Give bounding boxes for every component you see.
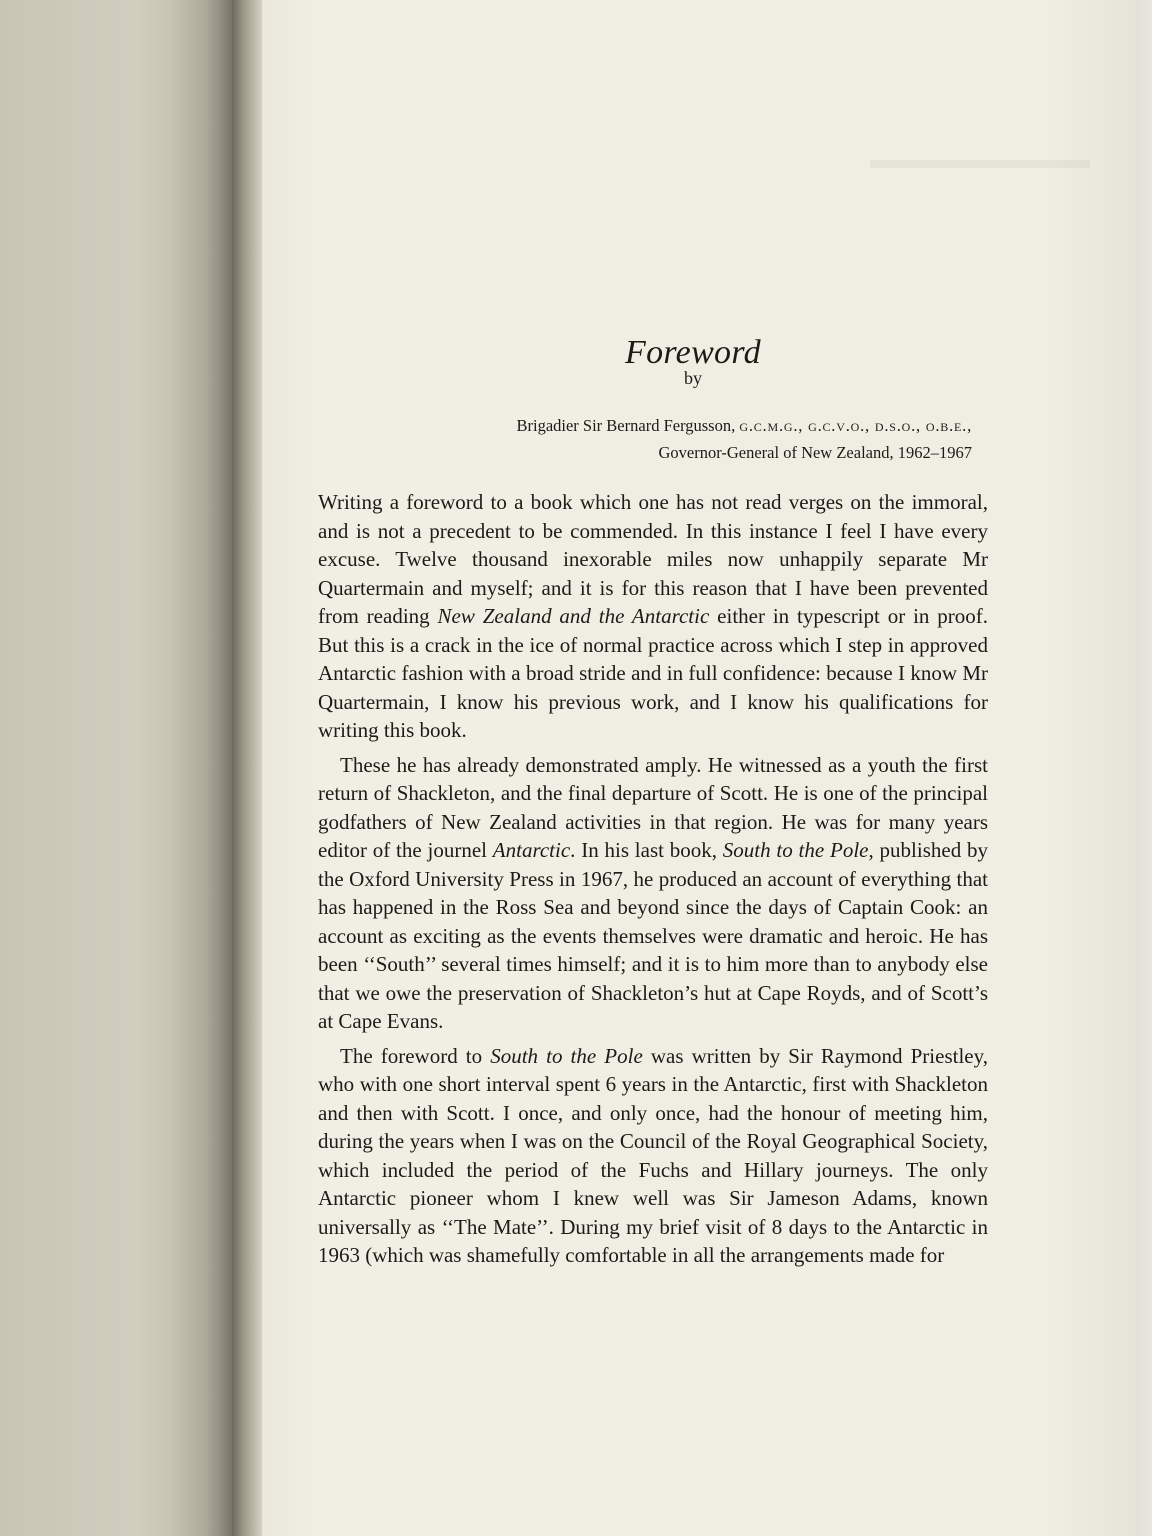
paragraph-2-journal-title: Antarctic: [492, 838, 571, 862]
author-honours: g.c.m.g., g.c.v.o., d.s.o., o.b.e.,: [739, 416, 972, 435]
paragraph-2-text-a: These he has already demonstrated amply. He witnessed as a youth the first return of Shackleton, and the final departure of Scott. He is one of the principal godfathers of New Zealand activities in that region. He was for many years editor of the journel: [318, 752, 988, 862]
paragraph-2-text-b: . In his last book,: [570, 838, 723, 862]
byline-by: by: [684, 368, 702, 388]
paragraph-3-text-a: The foreword to: [340, 1043, 491, 1068]
author-line-2: Governor-General of New Zealand, 1962–1967: [658, 443, 972, 462]
paragraph-3-book-title: South to the Pole: [490, 1043, 643, 1068]
author-block: [378, 412, 972, 466]
paragraph-1-text-a: Writing a foreword to a book which one has not read verges on the immoral, and is not a precedent to be commended. In this instance I feel I have every excuse. Twelve thousand inexorable miles now unhappily separate Mr Quartermain and myself; and it is for this reason that I have been prevented from reading: [318, 490, 988, 628]
paragraph-3: [318, 1042, 988, 1270]
paragraph-2: [318, 751, 988, 1036]
author-line-1: [378, 412, 972, 439]
paragraph-2-book-title: South to the Pole: [722, 838, 869, 862]
author-name: Brigadier Sir Bernard Fergusson,: [516, 416, 736, 435]
paragraph-1: [318, 488, 988, 745]
paragraph-2-text-c: , published by the Oxford University Press in 1967, he produced an account of everything that has happened in the Ross Sea and beyond since the days of Captain Cook: an account as exciting as the events themselves were dramatic and heroic. He has been ‘‘South’’ several times himself; and it is to him more than to anybody else that we owe the preservation of Shackleton’s hut at Cape Royds, and of Scott’s at Cape Evans.: [318, 838, 988, 1033]
body-text: [318, 488, 988, 1270]
paragraph-1-text-b: either in typescript or in proof. But this is a crack in the ice of normal practice across which I step in approved Antarctic fashion with a broad stride and in full confidence: because I know Mr Quartermain, I know his previous work, and I know his qualifications for writing this book.: [318, 604, 989, 742]
book-gutter: [232, 0, 262, 1536]
page-title: Foreword: [625, 334, 761, 371]
show-through-header: [870, 160, 1090, 168]
paragraph-1-book-title: New Zealand and the Antarctic: [437, 604, 710, 628]
paragraph-3-text-b: was written by Sir Raymond Priestley, who with one short interval spent 6 years in the Antarctic, first with Shackleton and then with Scott. I once, and only once, had the honour of meeting him, during the years when I was on the Council of the Royal Geographical Society, which included the period of the Fuchs and Hillary journeys. The only Antarctic pioneer whom I knew well was Sir Jameson Adams, known universally as ‘‘The Mate’’. During my brief visit of 8 days to the Antarctic in 1963 (which was shamefully comfortable in all the arrangements made for: [318, 1043, 989, 1267]
